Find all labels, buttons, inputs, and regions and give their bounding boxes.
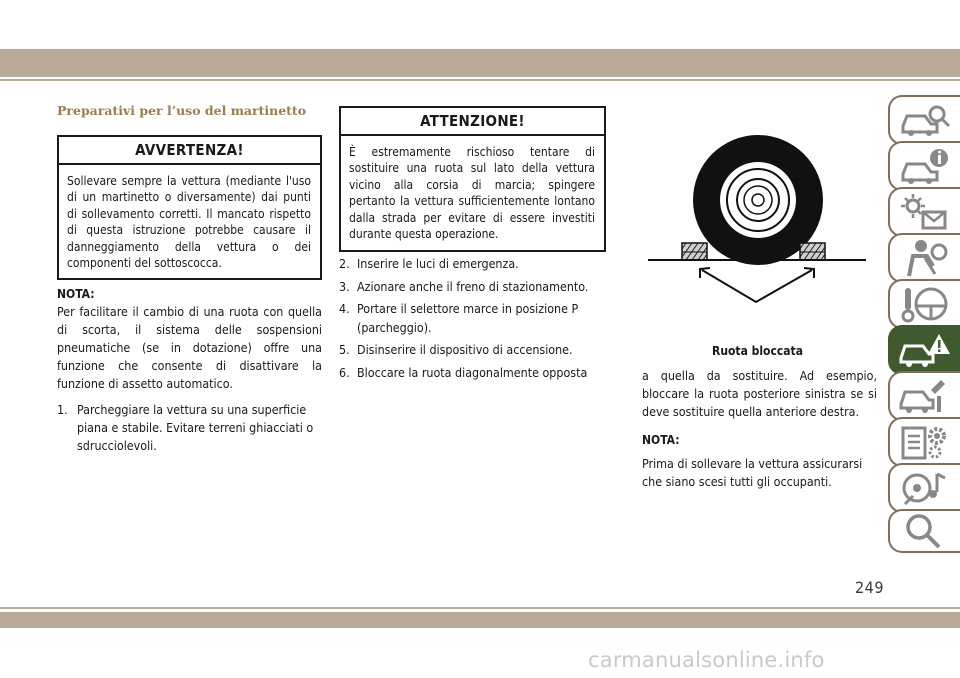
tab-emergency[interactable]	[888, 325, 960, 375]
specifications-gears-icon	[899, 422, 951, 462]
list-number: 2.	[339, 256, 350, 271]
list-item	[339, 341, 609, 360]
figure-caption: Ruota bloccata	[712, 344, 803, 358]
car-maintenance-tools-icon	[899, 376, 951, 416]
top-decorative-band	[0, 49, 960, 77]
list-text: Disinserire il dispositivo di accensione.	[357, 342, 573, 357]
tab-specifications[interactable]	[888, 417, 960, 467]
warning-text: Sollevare sempre la vettura (mediante l'uso di un martinetto o diversamente) dai punti di sollevamento corretti. Il mancato rispetto di questa istruzione potrebbe causare il danneggiamento della vettura o dei componenti del sottoscocca.	[67, 174, 311, 271]
caution-text: È estremamente rischioso tentare di sostituire una ruota sul lato della vettura vicino alla corsia di marcia; spingere pertanto la vettura sufficientemente lontano dalla strada per evitare di essere investiti durante questa operazione.	[349, 145, 595, 242]
steering-key-icon	[899, 284, 951, 324]
caution-box	[339, 106, 606, 252]
tab-multimedia[interactable]	[888, 463, 960, 513]
list-number: 3.	[339, 278, 350, 294]
list-number: 6.	[339, 364, 350, 380]
tab-car-info[interactable]	[888, 141, 960, 191]
list-number: 5.	[339, 342, 350, 357]
note-text: Per facilitare il cambio di una ruota con quella di scorta, il sistema delle sospensioni pneumatiche (se in dotazione) offre una funzione che consente di disattivare la funzione di assetto automatico.	[57, 304, 322, 391]
caution-title: ATTENZIONE!	[341, 108, 604, 136]
list-item	[339, 278, 609, 297]
watermark: carmanualsonline.info	[588, 648, 825, 672]
caution-body	[341, 136, 604, 250]
column-2-text	[339, 255, 609, 382]
list-number: 4.	[339, 301, 350, 316]
tab-car-search[interactable]	[888, 95, 960, 145]
blocked-wheel-illustration	[640, 120, 875, 335]
warning-title: AVVERTENZA!	[59, 137, 320, 165]
tab-maintenance[interactable]	[888, 371, 960, 421]
list-text: Inserire le luci di emergenza.	[357, 256, 519, 271]
list-text: Portare il selettore marce in posizione P (parcheggio).	[357, 301, 579, 335]
note-label: NOTA:	[57, 287, 95, 301]
warning-body	[59, 165, 320, 279]
list-item	[339, 364, 609, 383]
top-divider	[0, 79, 960, 81]
wheel-chock-right	[800, 243, 825, 260]
list-text: Bloccare la ruota diagonalmente opposta	[357, 364, 588, 380]
note-label: NOTA:	[642, 433, 680, 447]
wheel-chock-left	[682, 243, 707, 260]
car-info-icon	[899, 146, 951, 186]
tab-warning-lights[interactable]	[888, 187, 960, 237]
tab-safety[interactable]	[888, 233, 960, 283]
emergency-car-warning-icon	[899, 330, 951, 370]
column-3-text	[642, 367, 877, 491]
section-title: Preparativi per l’uso del martinetto	[57, 103, 307, 118]
multimedia-music-icon	[899, 468, 951, 508]
index-search-icon	[899, 511, 951, 551]
tab-index[interactable]	[888, 509, 960, 553]
list-number: 1.	[57, 402, 68, 417]
column-1-text	[57, 285, 322, 455]
list-item	[339, 255, 609, 274]
indicator-arrows	[700, 268, 814, 302]
list-text: Parcheggiare la vettura su una superficie piana e stabile. Evitare terreni ghiacciati o sdrucciolevoli.	[77, 402, 314, 453]
warning-box	[57, 135, 322, 280]
list-text: Azionare anche il freno di stazionamento.	[357, 278, 589, 294]
list-item	[57, 401, 322, 455]
car-search-icon	[899, 100, 951, 140]
list-item	[339, 300, 609, 337]
warning-lights-message-icon	[899, 192, 951, 232]
page-number: 249	[855, 578, 884, 597]
bottom-decorative-band	[0, 612, 960, 628]
note-text: Prima di sollevare la vettura assicurarsi che siano scesi tutti gli occupanti.	[642, 456, 863, 489]
safety-person-airbag-icon	[899, 238, 951, 278]
tab-starting-driving[interactable]	[888, 279, 960, 329]
bottom-divider	[0, 607, 960, 609]
continuation-text: a quella da sostituire. Ad esempio, bloccare la ruota posteriore sinistra se si deve sostituire quella anteriore destra.	[642, 368, 877, 419]
